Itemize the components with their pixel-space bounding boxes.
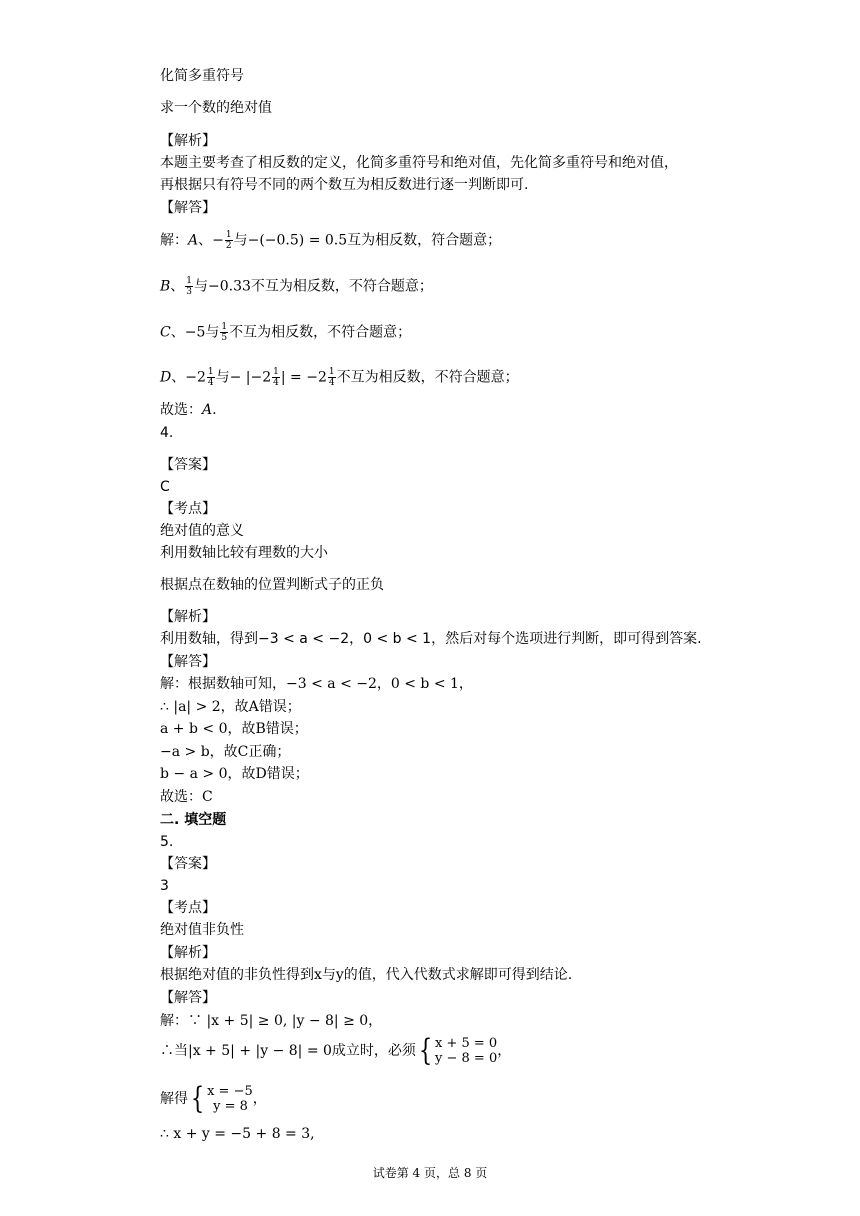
math-segment: 与−0.33不互为相反数，不符合题意； <box>194 278 433 295</box>
topic-line: 求一个数的绝对值 <box>160 100 272 116</box>
section-heading: 二. 填空题 <box>160 812 227 828</box>
topic-line: 根据点在数轴的位置判断式子的正负 <box>160 577 384 593</box>
topic-line: 利用数轴比较有理数的大小 <box>160 545 328 561</box>
fraction: $\frac{1}{5}$ <box>221 322 228 343</box>
punctuation: ， <box>497 1043 512 1059</box>
option-a-line <box>160 230 501 251</box>
solution-step-system <box>160 1081 267 1116</box>
math-segment: 不互为相反数，不符合题意； <box>336 369 519 386</box>
equation: x = −5 <box>207 1084 253 1099</box>
analysis-text: 利用数轴，得到−3 < a < −2，0 < b < 1，然后对每个选项进行判断，即可得到答案. <box>160 631 702 647</box>
choice-prefix: 故选： <box>160 402 202 418</box>
option-b-line <box>160 276 433 297</box>
option-label: B <box>160 278 171 295</box>
answer-heading: 【答案】 <box>160 856 216 872</box>
math-segment: 、 <box>170 278 185 295</box>
solution-step-system <box>160 1033 512 1068</box>
math-segment: 、−2 <box>171 369 206 386</box>
fraction: $\frac{1}{4}$ <box>207 367 214 388</box>
solution-step: ∴ x + y = −5 + 8 = 3, <box>160 1126 315 1142</box>
page-footer: 试卷第 4 页，总 8 页 <box>372 1166 488 1180</box>
brace-icon: { <box>190 1081 205 1116</box>
topic-line: 绝对值的意义 <box>160 523 244 539</box>
solution-step: ∴ |a| > 2，故A错误； <box>160 699 301 715</box>
choice-line <box>160 400 217 420</box>
equation: y = 8 <box>213 1099 248 1114</box>
solve-prefix: 解得 <box>160 1091 188 1107</box>
solution-step: 解：∵ |x + 5| ≥ 0, |y − 8| ≥ 0， <box>160 1013 383 1029</box>
analysis-heading: 【解析】 <box>160 945 216 961</box>
solution-step: 解：根据数轴可知，−3 < a < −2，0 < b < 1， <box>160 676 473 692</box>
fraction: $\frac{1}{3}$ <box>186 276 193 297</box>
solution-heading: 【解答】 <box>160 990 216 1006</box>
solution-step: −a > b，故C正确； <box>160 744 291 760</box>
choice-letter: A. <box>202 402 217 418</box>
math-segment: | = −2 <box>280 369 327 386</box>
topic-line: 绝对值非负性 <box>160 922 244 938</box>
equation: x + 5 = 0 <box>435 1036 498 1051</box>
option-c-line <box>160 322 411 343</box>
question-number: 4. <box>160 425 174 441</box>
option-label: C <box>160 324 171 341</box>
solution-step: a + b < 0，故B错误； <box>160 721 308 737</box>
option-d-line <box>160 367 519 388</box>
answer-heading: 【答案】 <box>160 457 216 473</box>
equation-system <box>207 1084 253 1114</box>
answer-value: C <box>160 479 170 495</box>
answer-value: 3 <box>160 878 169 894</box>
fraction: $\frac{1}{4}$ <box>328 367 335 388</box>
option-label: D <box>160 369 172 386</box>
solution-step: b − a > 0，故D错误； <box>160 766 309 782</box>
analysis-text: 根据绝对值的非负性得到x与y的值，代入代数式求解即可得到结论. <box>160 967 573 983</box>
topic-heading: 【考点】 <box>160 501 216 517</box>
math-segment: 、− <box>198 232 224 249</box>
solve-prefix: 解： <box>160 232 188 249</box>
math-segment: 与− |−2 <box>215 369 272 386</box>
brace-icon: { <box>418 1033 433 1068</box>
math-segment: ∴当|x + 5| + |y − 8| = 0成立时，必须 <box>160 1043 416 1059</box>
fraction: $\frac{1}{4}$ <box>273 367 279 388</box>
math-segment: 、−5与 <box>170 324 220 341</box>
analysis-heading: 【解析】 <box>160 133 216 149</box>
solution-heading: 【解答】 <box>160 654 216 670</box>
analysis-text: 本题主要考查了相反数的定义，化简多重符号和绝对值，先化简多重符号和绝对值， <box>160 155 678 171</box>
analysis-text: 再根据只有符号不同的两个数互为相反数进行逐一判断即可. <box>160 177 529 193</box>
analysis-heading: 【解析】 <box>160 609 216 625</box>
topic-line: 化简多重符号 <box>160 68 244 84</box>
question-number: 5. <box>160 834 174 850</box>
equation-system <box>435 1036 497 1066</box>
solution-heading: 【解答】 <box>160 200 216 216</box>
topic-heading: 【考点】 <box>160 900 216 916</box>
fraction: $\frac{1}{2}$ <box>225 230 232 251</box>
punctuation: ， <box>252 1091 267 1107</box>
equation: y − 8 = 0 <box>435 1051 498 1066</box>
math-segment: 不互为相反数，不符合题意； <box>229 324 412 341</box>
solution-step: 故选：C <box>160 789 213 805</box>
math-segment: 与−(−0.5) = 0.5互为相反数，符合题意； <box>233 232 502 249</box>
option-label: A <box>188 232 199 249</box>
